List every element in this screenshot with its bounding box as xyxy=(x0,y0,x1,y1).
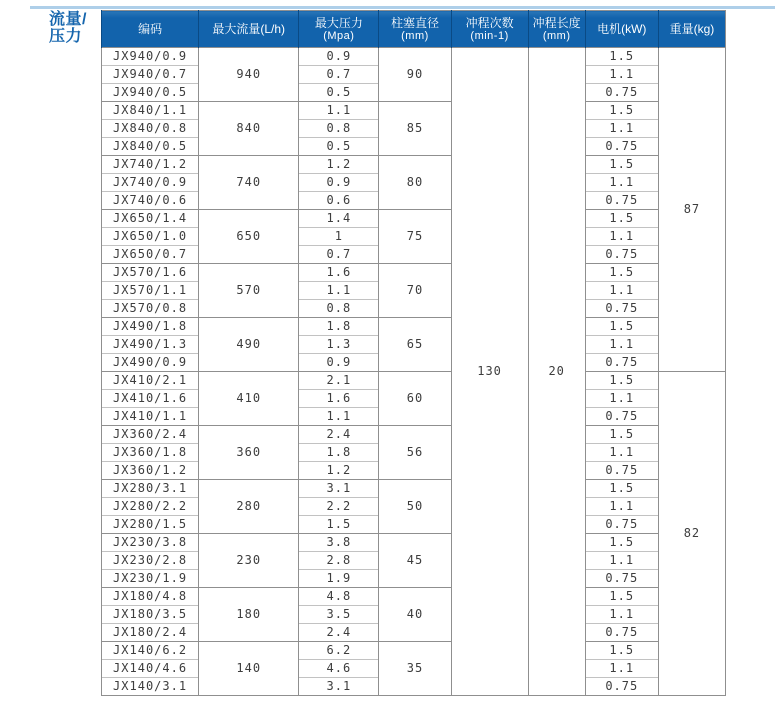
max-flow-cell: 650 xyxy=(199,210,299,264)
max-pressure-cell: 0.7 xyxy=(299,246,379,264)
spec-table xyxy=(101,10,726,696)
code-cell: JX280/3.1 xyxy=(102,480,199,498)
code-cell: JX940/0.5 xyxy=(102,84,199,102)
code-cell: JX360/1.8 xyxy=(102,444,199,462)
code-cell: JX840/1.1 xyxy=(102,102,199,120)
max-flow-cell: 180 xyxy=(199,588,299,642)
max-pressure-cell: 1.3 xyxy=(299,336,379,354)
motor-cell: 0.75 xyxy=(585,462,658,480)
motor-cell: 1.1 xyxy=(585,174,658,192)
code-cell: JX230/2.8 xyxy=(102,552,199,570)
top-accent-strip xyxy=(30,6,775,9)
motor-cell: 0.75 xyxy=(585,84,658,102)
motor-cell: 1.1 xyxy=(585,660,658,678)
plunger-diameter-cell: 40 xyxy=(379,588,451,642)
max-pressure-cell: 6.2 xyxy=(299,642,379,660)
table-title-line1: 流量/ xyxy=(49,11,87,28)
stroke-rate-cell: 130 xyxy=(451,48,528,696)
code-cell: JX840/0.5 xyxy=(102,138,199,156)
motor-cell: 1.1 xyxy=(585,120,658,138)
code-cell: JX140/6.2 xyxy=(102,642,199,660)
max-pressure-cell: 2.8 xyxy=(299,552,379,570)
max-pressure-cell: 1 xyxy=(299,228,379,246)
plunger-diameter-cell: 50 xyxy=(379,480,451,534)
table-row xyxy=(102,372,726,390)
motor-cell: 0.75 xyxy=(585,138,658,156)
code-cell: JX410/1.1 xyxy=(102,408,199,426)
max-pressure-cell: 1.2 xyxy=(299,156,379,174)
motor-cell: 0.75 xyxy=(585,246,658,264)
plunger-diameter-cell: 90 xyxy=(379,48,451,102)
col-header-plunger-diameter: 柱塞直径 (mm) xyxy=(379,11,451,48)
plunger-diameter-cell: 45 xyxy=(379,534,451,588)
table-title-line2: 压力 xyxy=(49,28,83,45)
code-cell: JX490/1.8 xyxy=(102,318,199,336)
plunger-diameter-cell: 85 xyxy=(379,102,451,156)
max-flow-cell: 570 xyxy=(199,264,299,318)
motor-cell: 1.5 xyxy=(585,426,658,444)
max-pressure-cell: 1.6 xyxy=(299,390,379,408)
max-pressure-cell: 1.5 xyxy=(299,516,379,534)
motor-cell: 1.5 xyxy=(585,318,658,336)
motor-cell: 0.75 xyxy=(585,516,658,534)
motor-cell: 1.1 xyxy=(585,282,658,300)
code-cell: JX940/0.9 xyxy=(102,48,199,66)
plunger-diameter-cell: 35 xyxy=(379,642,451,696)
motor-cell: 1.5 xyxy=(585,480,658,498)
col-header-max-pressure: 最大压力 (Mpa) xyxy=(299,11,379,48)
motor-cell: 1.5 xyxy=(585,48,658,66)
max-pressure-cell: 1.9 xyxy=(299,570,379,588)
col-header-weight: 重量(kg) xyxy=(658,11,725,48)
motor-cell: 1.5 xyxy=(585,534,658,552)
motor-cell: 1.5 xyxy=(585,372,658,390)
max-pressure-cell: 2.4 xyxy=(299,426,379,444)
max-pressure-cell: 4.6 xyxy=(299,660,379,678)
code-cell: JX410/2.1 xyxy=(102,372,199,390)
plunger-diameter-cell: 70 xyxy=(379,264,451,318)
table-row xyxy=(102,156,726,174)
max-flow-cell: 940 xyxy=(199,48,299,102)
code-cell: JX740/0.9 xyxy=(102,174,199,192)
max-pressure-cell: 0.9 xyxy=(299,174,379,192)
motor-cell: 1.5 xyxy=(585,642,658,660)
max-flow-cell: 360 xyxy=(199,426,299,480)
code-cell: JX940/0.7 xyxy=(102,66,199,84)
code-cell: JX490/0.9 xyxy=(102,354,199,372)
motor-cell: 0.75 xyxy=(585,624,658,642)
plunger-diameter-cell: 80 xyxy=(379,156,451,210)
motor-cell: 1.1 xyxy=(585,444,658,462)
code-cell: JX410/1.6 xyxy=(102,390,199,408)
table-row xyxy=(102,264,726,282)
motor-cell: 1.5 xyxy=(585,156,658,174)
max-pressure-cell: 2.2 xyxy=(299,498,379,516)
table-row xyxy=(102,642,726,660)
code-cell: JX180/2.4 xyxy=(102,624,199,642)
code-cell: JX360/1.2 xyxy=(102,462,199,480)
table-row xyxy=(102,480,726,498)
motor-cell: 1.5 xyxy=(585,102,658,120)
col-header-code: 编码 xyxy=(102,11,199,48)
motor-cell: 0.75 xyxy=(585,354,658,372)
max-pressure-cell: 0.9 xyxy=(299,48,379,66)
code-cell: JX740/0.6 xyxy=(102,192,199,210)
max-pressure-cell: 0.8 xyxy=(299,120,379,138)
max-flow-cell: 140 xyxy=(199,642,299,696)
plunger-diameter-cell: 60 xyxy=(379,372,451,426)
col-header-motor: 电机(kW) xyxy=(585,11,658,48)
max-flow-cell: 410 xyxy=(199,372,299,426)
weight-cell: 82 xyxy=(658,372,725,696)
code-cell: JX650/1.4 xyxy=(102,210,199,228)
code-cell: JX140/4.6 xyxy=(102,660,199,678)
table-row xyxy=(102,102,726,120)
code-cell: JX570/1.6 xyxy=(102,264,199,282)
max-pressure-cell: 1.1 xyxy=(299,282,379,300)
header-row xyxy=(102,11,726,48)
code-cell: JX740/1.2 xyxy=(102,156,199,174)
motor-cell: 1.1 xyxy=(585,336,658,354)
max-flow-cell: 230 xyxy=(199,534,299,588)
motor-cell: 1.1 xyxy=(585,498,658,516)
max-pressure-cell: 1.8 xyxy=(299,318,379,336)
code-cell: JX570/1.1 xyxy=(102,282,199,300)
motor-cell: 0.75 xyxy=(585,678,658,696)
max-pressure-cell: 3.5 xyxy=(299,606,379,624)
code-cell: JX840/0.8 xyxy=(102,120,199,138)
plunger-diameter-cell: 65 xyxy=(379,318,451,372)
max-flow-cell: 490 xyxy=(199,318,299,372)
table-title xyxy=(49,11,87,45)
code-cell: JX490/1.3 xyxy=(102,336,199,354)
max-pressure-cell: 2.1 xyxy=(299,372,379,390)
max-pressure-cell: 0.5 xyxy=(299,138,379,156)
table-row xyxy=(102,210,726,228)
motor-cell: 1.5 xyxy=(585,588,658,606)
code-cell: JX230/3.8 xyxy=(102,534,199,552)
code-cell: JX180/4.8 xyxy=(102,588,199,606)
motor-cell: 0.75 xyxy=(585,300,658,318)
table-row xyxy=(102,426,726,444)
table-row xyxy=(102,534,726,552)
col-header-stroke-length: 冲程长度 (mm) xyxy=(528,11,585,48)
plunger-diameter-cell: 56 xyxy=(379,426,451,480)
motor-cell: 1.1 xyxy=(585,390,658,408)
motor-cell: 0.75 xyxy=(585,408,658,426)
max-pressure-cell: 1.6 xyxy=(299,264,379,282)
table-header xyxy=(102,11,726,48)
motor-cell: 1.1 xyxy=(585,66,658,84)
code-cell: JX570/0.8 xyxy=(102,300,199,318)
max-pressure-cell: 3.1 xyxy=(299,480,379,498)
weight-cell: 87 xyxy=(658,48,725,372)
table-row xyxy=(102,48,726,66)
max-pressure-cell: 3.1 xyxy=(299,678,379,696)
motor-cell: 1.1 xyxy=(585,606,658,624)
max-pressure-cell: 0.5 xyxy=(299,84,379,102)
table-row xyxy=(102,588,726,606)
plunger-diameter-cell: 75 xyxy=(379,210,451,264)
code-cell: JX360/2.4 xyxy=(102,426,199,444)
max-pressure-cell: 1.1 xyxy=(299,102,379,120)
max-flow-cell: 280 xyxy=(199,480,299,534)
max-pressure-cell: 1.8 xyxy=(299,444,379,462)
max-pressure-cell: 4.8 xyxy=(299,588,379,606)
motor-cell: 1.5 xyxy=(585,264,658,282)
max-pressure-cell: 3.8 xyxy=(299,534,379,552)
code-cell: JX650/0.7 xyxy=(102,246,199,264)
max-pressure-cell: 1.1 xyxy=(299,408,379,426)
max-pressure-cell: 0.9 xyxy=(299,354,379,372)
code-cell: JX230/1.9 xyxy=(102,570,199,588)
max-flow-cell: 840 xyxy=(199,102,299,156)
code-cell: JX280/1.5 xyxy=(102,516,199,534)
max-pressure-cell: 0.7 xyxy=(299,66,379,84)
stroke-length-cell: 20 xyxy=(528,48,585,696)
code-cell: JX280/2.2 xyxy=(102,498,199,516)
table-row xyxy=(102,318,726,336)
max-flow-cell: 740 xyxy=(199,156,299,210)
max-pressure-cell: 0.6 xyxy=(299,192,379,210)
code-cell: JX140/3.1 xyxy=(102,678,199,696)
motor-cell: 1.5 xyxy=(585,210,658,228)
code-cell: JX650/1.0 xyxy=(102,228,199,246)
max-pressure-cell: 2.4 xyxy=(299,624,379,642)
max-pressure-cell: 1.4 xyxy=(299,210,379,228)
max-pressure-cell: 0.8 xyxy=(299,300,379,318)
motor-cell: 0.75 xyxy=(585,192,658,210)
col-header-max-flow: 最大流量(L/h) xyxy=(199,11,299,48)
motor-cell: 0.75 xyxy=(585,570,658,588)
motor-cell: 1.1 xyxy=(585,228,658,246)
col-header-stroke-rate: 冲程次数 (min-1) xyxy=(451,11,528,48)
motor-cell: 1.1 xyxy=(585,552,658,570)
code-cell: JX180/3.5 xyxy=(102,606,199,624)
max-pressure-cell: 1.2 xyxy=(299,462,379,480)
